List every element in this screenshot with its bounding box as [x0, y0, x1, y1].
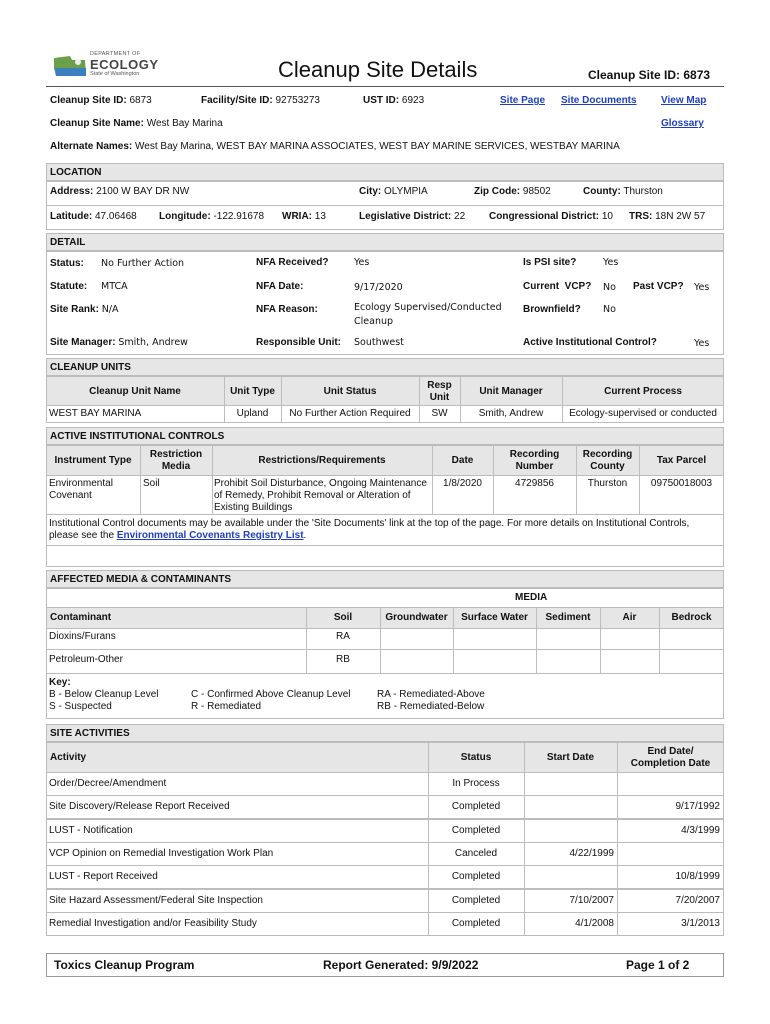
media-row-1	[46, 628, 724, 650]
col-activity-status: Status	[460, 752, 492, 763]
psi-value: Yes	[603, 257, 619, 268]
col-date: Date	[451, 455, 474, 466]
activity-status: In Process	[452, 778, 500, 789]
footer-program: Toxics Cleanup Program	[54, 958, 195, 972]
col-end-date-line1: End Date/	[647, 746, 694, 757]
latitude-label: Latitude:	[50, 211, 93, 222]
col-start-date: Start Date	[546, 752, 595, 763]
brownfield-label: Brownfield?	[523, 304, 581, 315]
col-sediment: Sediment	[545, 612, 591, 623]
activity-status: Completed	[451, 871, 501, 882]
ecology-logo	[52, 50, 159, 80]
site-manager-label: Site Manager:	[50, 337, 116, 348]
nfa-reason-label: NFA Reason:	[256, 304, 318, 315]
cell-resp-unit: SW	[431, 408, 448, 419]
congressional-label: Congressional District:	[489, 211, 600, 222]
current-vcp-value: No	[603, 282, 616, 293]
site-name-value: West Bay Marina	[146, 118, 223, 129]
congressional-value: 10	[601, 211, 613, 222]
cell-current-process: Ecology-supervised or conducted	[569, 408, 717, 419]
site-activities-section-header: SITE ACTIVITIES	[46, 724, 724, 742]
active-institutional-control-value: Yes	[694, 338, 710, 349]
key-title: Key:	[49, 677, 71, 688]
col-contaminant: Contaminant	[50, 612, 112, 623]
longitude-value: -122.91678	[213, 211, 265, 222]
zip-label: Zip Code:	[474, 186, 521, 197]
page-title: Cleanup Site Details	[278, 57, 478, 82]
ust-id	[363, 95, 424, 106]
washington-state-icon	[52, 52, 88, 80]
col-resp-line1: Resp	[427, 380, 452, 391]
view-map-link[interactable]: View Map	[661, 95, 707, 106]
trs-value: 18N 2W 57	[655, 211, 706, 222]
activity-status: Completed	[451, 918, 501, 929]
brownfield-value: No	[603, 304, 616, 315]
col-bedrock: Bedrock	[671, 612, 712, 623]
activity-status: Canceled	[454, 848, 498, 859]
cell-ic-date: 1/8/2020	[443, 478, 482, 489]
address-label: Address:	[50, 186, 94, 197]
cleanup-site-id-label: Cleanup Site ID:	[50, 95, 127, 106]
col-restriction-media-line2: Media	[161, 461, 191, 472]
status-label: Status:	[50, 258, 84, 269]
county-value: Thurston	[623, 186, 663, 197]
col-cleanup-unit-name: Cleanup Unit Name	[89, 386, 181, 397]
activity-name: Order/Decree/Amendment	[49, 778, 167, 789]
psi-label: Is PSI site?	[523, 257, 577, 268]
activity-name: LUST - Notification	[49, 825, 133, 836]
location-divider	[46, 205, 724, 206]
footer-report-generated: Report Generated: 9/9/2022	[323, 958, 479, 972]
ic-note-line2	[49, 530, 306, 541]
col-resp-line2: Unit	[429, 392, 450, 403]
wria	[282, 211, 326, 222]
status-value: No Further Action	[101, 258, 185, 269]
institutional-controls-section-header: ACTIVE INSTITUTIONAL CONTROLS	[46, 427, 724, 445]
site-page-link[interactable]: Site Page	[500, 95, 546, 106]
col-end-date-line2: Completion Date	[630, 758, 711, 769]
site-documents-link[interactable]: Site Documents	[561, 95, 637, 106]
trs-label: TRS:	[629, 211, 653, 222]
facility-site-id	[201, 95, 320, 106]
facility-site-id-value: 92753273	[275, 95, 320, 106]
ic-note-text: please see the	[49, 530, 117, 541]
contaminant-row-1: Dioxins/Furans	[49, 631, 116, 642]
site-rank-value: N/A	[101, 304, 119, 315]
current-vcp-label: Current VCP?	[523, 281, 592, 292]
legislative-value: 22	[454, 211, 466, 222]
cell-restriction-media: Soil	[143, 478, 160, 489]
soil-row-1: RA	[336, 631, 350, 642]
activity-name: LUST - Report Received	[49, 871, 158, 882]
site-manager-value: Smith, Andrew	[118, 337, 188, 348]
ic-spacer-row	[46, 545, 724, 567]
logo-line1: DEPARTMENT OF	[90, 51, 141, 57]
cell-unit-name: WEST BAY MARINA	[49, 408, 142, 419]
facility-site-id-label: Facility/Site ID:	[201, 95, 273, 106]
media-section-header: AFFECTED MEDIA & CONTAMINANTS	[46, 570, 724, 588]
past-vcp-value: Yes	[694, 282, 710, 293]
ust-id-label: UST ID:	[363, 95, 400, 106]
ust-id-value: 6923	[401, 95, 425, 106]
site-rank	[50, 304, 119, 315]
activity-end-date: 4/3/1999	[681, 825, 720, 836]
nfa-date-label: NFA Date:	[256, 281, 304, 292]
activity-start-date: 4/22/1999	[569, 848, 614, 859]
wria-label: WRIA:	[282, 211, 312, 222]
cell-unit-type: Upland	[236, 408, 269, 419]
alt-names-label: Alternate Names:	[50, 141, 133, 152]
cell-restrictions-line3: Existing Buildings	[214, 502, 293, 513]
zip-code	[474, 186, 551, 197]
logo-line3: State of Washington	[90, 71, 140, 77]
col-soil: Soil	[333, 612, 353, 623]
site-name-label: Cleanup Site Name:	[50, 118, 144, 129]
legislative-label: Legislative District:	[359, 211, 452, 222]
nfa-date-value: 9/17/2020	[354, 282, 403, 293]
nfa-reason-line2: Cleanup	[354, 316, 394, 327]
nfa-received-label: NFA Received?	[256, 257, 329, 268]
alternate-names	[50, 141, 620, 152]
key-rb: RB - Remediated-Below	[377, 701, 485, 712]
past-vcp-label: Past VCP?	[633, 281, 684, 292]
activity-end-date: 3/1/2013	[681, 918, 720, 929]
legislative-district	[359, 211, 465, 222]
city-label: City:	[359, 186, 382, 197]
cell-restrictions-line2: of Remedy, Prohibit Removal or Alteration of	[214, 490, 411, 501]
latitude	[50, 211, 137, 222]
wria-value: 13	[314, 211, 326, 222]
col-current-process: Current Process	[604, 386, 682, 397]
activity-start-date: 4/1/2008	[575, 918, 614, 929]
longitude-label: Longitude:	[159, 211, 211, 222]
media-row-2	[46, 649, 724, 674]
cell-instrument-line1: Environmental	[49, 478, 113, 489]
cell-recording-number: 4729856	[515, 478, 554, 489]
cell-tax-parcel: 09750018003	[650, 478, 713, 489]
col-air: Air	[622, 612, 637, 623]
activity-name: Site Discovery/Release Report Received	[49, 801, 230, 812]
address-value: 2100 W BAY DR NW	[96, 186, 190, 197]
site-manager	[50, 337, 188, 348]
activity-status: Completed	[451, 895, 501, 906]
col-recording-county-line2: County	[590, 461, 625, 472]
city-value: OLYMPIA	[384, 186, 428, 197]
location-section-header: LOCATION	[46, 163, 724, 181]
col-tax-parcel: Tax Parcel	[656, 455, 707, 466]
active-institutional-control-label: Active Institutional Control?	[523, 337, 657, 348]
longitude	[159, 211, 264, 222]
activity-name: Site Hazard Assessment/Federal Site Inspection	[49, 895, 263, 906]
statute-label: Statute:	[50, 281, 88, 292]
responsible-unit-label: Responsible Unit:	[256, 337, 342, 348]
activity-end-date: 7/20/2007	[675, 895, 720, 906]
cleanup-site-name	[50, 118, 223, 129]
cell-recording-county: Thurston	[587, 478, 628, 489]
cleanup-site-id-value: 6873	[129, 95, 152, 106]
detail-section-header: DETAIL	[46, 233, 724, 251]
key-c: C - Confirmed Above Cleanup Level	[191, 689, 351, 700]
activity-status: Completed	[451, 825, 501, 836]
col-restriction-media-line1: Restriction	[149, 449, 203, 460]
cell-restrictions-line1: Prohibit Soil Disturbance, Ongoing Maintenance	[214, 478, 427, 489]
footer-page-number: Page 1 of 2	[626, 958, 690, 972]
key-s: S - Suspected	[49, 701, 112, 712]
activity-end-date: 10/8/1999	[675, 871, 720, 882]
activity-name: Remedial Investigation and/or Feasibility Study	[49, 918, 257, 929]
col-unit-manager: Unit Manager	[479, 386, 543, 397]
col-recording-number-line1: Recording	[509, 449, 560, 460]
trs	[629, 211, 705, 222]
media-super-header: MEDIA	[515, 592, 548, 603]
key-r: R - Remediated	[191, 701, 262, 712]
ic-note-period: .	[303, 530, 307, 541]
environmental-covenants-registry-link[interactable]: Environmental Covenants Registry List	[116, 530, 304, 541]
cell-unit-manager: Smith, Andrew	[478, 408, 544, 419]
logo-line2: ECOLOGY	[90, 57, 159, 72]
activity-end-date: 9/17/1992	[675, 801, 720, 812]
col-recording-number-line2: Number	[515, 461, 554, 472]
contaminant-row-2: Petroleum-Other	[49, 654, 123, 665]
county-label: County:	[583, 186, 621, 197]
address	[50, 186, 189, 197]
ic-note-line1: Institutional Control documents may be available under the 'Site Documents' link at the top of the page. For more details on Institutional Controls,	[49, 518, 690, 529]
latitude-value: 47.06468	[95, 211, 137, 222]
cell-instrument-line2: Covenant	[49, 490, 92, 501]
responsible-unit-value: Southwest	[354, 337, 404, 348]
activity-start-date: 7/10/2007	[569, 895, 614, 906]
col-restrictions: Restrictions/Requirements	[258, 455, 386, 466]
congressional-district	[489, 211, 613, 222]
header-rule	[46, 86, 724, 87]
site-id-badge: Cleanup Site ID: 6873	[588, 68, 711, 82]
nfa-reason-line1: Ecology Supervised/Conducted	[354, 302, 502, 313]
cell-unit-status: No Further Action Required	[289, 408, 411, 419]
key-ra: RA - Remediated-Above	[377, 689, 485, 700]
site-rank-label: Site Rank:	[50, 304, 99, 315]
zip-value: 98502	[522, 186, 551, 197]
alt-names-value: West Bay Marina, WEST BAY MARINA ASSOCIATES, WEST BAY MARINE SERVICES, WESTBAY MARINA	[135, 141, 620, 152]
city	[359, 186, 428, 197]
activity-status: Completed	[451, 801, 501, 812]
col-groundwater: Groundwater	[385, 612, 448, 623]
cleanup-site-id	[50, 95, 152, 106]
statute-value: MTCA	[101, 281, 128, 292]
col-surface-water: Surface Water	[461, 612, 528, 623]
activity-name: VCP Opinion on Remedial Investigation Work Plan	[49, 848, 274, 859]
media-super-header-row	[46, 588, 724, 608]
soil-row-2: RB	[336, 654, 350, 665]
col-activity: Activity	[50, 752, 87, 763]
key-b: B - Below Cleanup Level	[49, 689, 159, 700]
nfa-received-value: Yes	[354, 257, 370, 268]
col-unit-type: Unit Type	[230, 386, 275, 397]
col-unit-status: Unit Status	[323, 386, 377, 397]
county	[583, 186, 663, 197]
cleanup-units-section-header: CLEANUP UNITS	[46, 358, 724, 376]
col-instrument-type: Instrument Type	[54, 455, 132, 466]
glossary-link[interactable]: Glossary	[661, 118, 704, 129]
col-recording-county-line1: Recording	[582, 449, 633, 460]
